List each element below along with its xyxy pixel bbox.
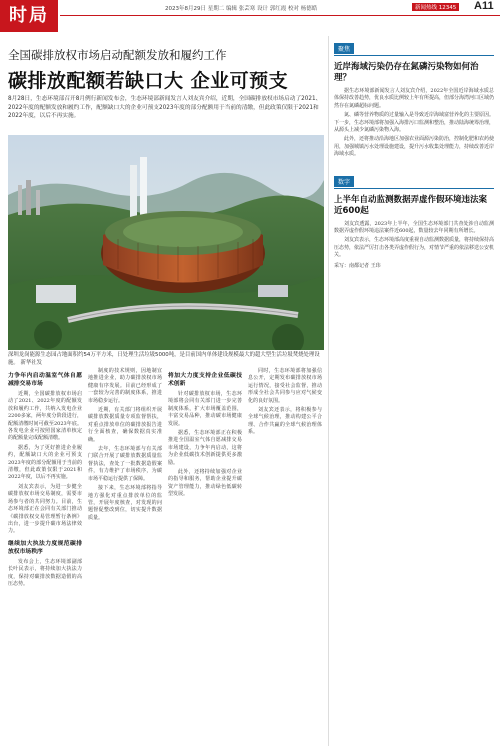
masthead-rule — [60, 15, 500, 16]
paragraph: 刘友宾表示，生态环境部高度重视自动监测数据质量，将持续保持高压态势，依法严厉打击各类弄虚作假行为，对情节严重的依法移送公安机关。 — [334, 237, 495, 259]
article-column-3 — [168, 368, 242, 501]
paragraph: 刘友宾表示，为进一步健全碳排放权市场交易制度，需要市场参与者的共同努力。目前，生态环境部正在会同有关部门推动《碳排放权交易管理暂行条例》出台，进一步提升碳市场法律效力。 — [8, 483, 82, 535]
section-logo: 时局 — [0, 0, 58, 32]
section-rule — [334, 55, 494, 56]
paragraph: 刘友宾还表示，将积极参与全球气候治理，推动构建公平合理、合作共赢的全球气候治理体系。 — [248, 407, 322, 436]
paragraph: 据生态环境部新闻发言人刘友宾介绍，2022年全国近岸海域水质总体保持改善趋势，优良水质比例较上年有所提高，但部分海湾河口区域仍然存在氮磷超标问题。 — [334, 88, 495, 109]
sidebar-title-2: 上半年自动监测数据弄虚作假环境违法案近600起 — [334, 194, 488, 216]
column-heading: 继续加大执法力度规范碳排放权市场秩序 — [8, 540, 82, 555]
column-heading: 力争年内启动温室气体自愿减排交易市场 — [8, 373, 82, 387]
article-lead: 8月28日，生态环境部召开8月例行新闻发布会，生态环境部新闻发言人刘友宾介绍，近期，全国碳排放权市场启动了2021、2022年度的配额发放和履约工作，配额缺口大的企业可预支2023年度的部分配额用于当前的清缴，但此政策仅限于2021和2022年度，以后不再实施。 — [8, 96, 322, 119]
paragraph: 氮、磷等营养物质的过量输入是导致近岸海域富营养化的主要原因。下一步，生态环境部将加强入海排污口监测和整治，推动陆海统筹治理，从源头上减少氮磷污染物入海。 — [334, 112, 495, 134]
column-heading: 将加大力度支持企业低碳技术创新 — [168, 373, 242, 387]
news-photo — [8, 135, 324, 350]
hotline-badge: 新闻热线 12345 — [412, 3, 459, 11]
article-headline: 碳排放配额若缺口大 企业可预支 — [8, 70, 289, 92]
reporter-byline: 采写：南都记者 王玮 — [334, 262, 381, 269]
paragraph: 针对碳排放权市场，生态环境部将会同有关部门进一步完善制度体系，扩大市场覆盖范围，丰富交易品种，推动碳市场健康发展。 — [168, 391, 242, 427]
sidebar-body-2 — [334, 221, 494, 260]
sidebar-title-1: 近岸海域污染仍存在氮磷污染物如何治理？ — [334, 62, 479, 83]
paragraph: 接下来，生态环境部将指导地方强化对重点排放单位的监管，开展年度核查，对发现的问题督促整改到位，切实提升数据质量。 — [88, 485, 162, 521]
paragraph: 此外，还将持续加强对企业的指导和服务，帮助企业提升碳资产管理能力，推动绿色低碳转型发展。 — [168, 469, 242, 498]
paragraph: 刘友宾透露，2023年上半年，全国生态环境部门共查处涉自动监测数据弄虚作假环境违法案件近600起，数量较去年同期有所增长。 — [334, 220, 494, 235]
date-info: 2023年8月29日 星期二 编辑 张芸寒 设计 郭红霞 校对 杨德皓 — [165, 6, 318, 12]
article-column-2 — [88, 368, 162, 524]
paragraph: 据悉，生态环境部正在积极推进全国温室气体自愿减排交易市场建设，力争年内启动，这将为企业低碳技术创新提供更多激励。 — [168, 430, 242, 466]
paragraph: 据悉，为了更好推进企业履约，配额缺口大的企业可预支2023年度的部分配额用于当前的清缴，但此政策仅限于2021和2022年度，以后不再实施。 — [8, 444, 82, 481]
article-column-4 — [248, 368, 322, 439]
photo-caption: 深圳龙岗能源生态园占地面积约54万平方米，日处理生活垃圾5000吨，是目前国内单体建设规模最大的超大型生活垃圾焚烧处理设施。 新华社发 — [8, 352, 320, 366]
paragraph: 发布会上，生态环境部副部长叶民表示，将持续加大执法力度，保持对碳排放数据造假的高压态势。 — [8, 558, 82, 587]
column-divider — [328, 36, 329, 746]
page-number: A11 — [474, 0, 494, 12]
paragraph: 去年，生态环境部与有关部门联合开展了碳排放数据质量监督执法，查处了一批数据造假案件，有力维护了市场秩序，为碳市场平稳运行提供了保障。 — [88, 446, 162, 482]
section-rule — [334, 188, 494, 189]
article-column-1 — [8, 368, 82, 590]
paragraph: 近期，有关部门将组织开展碳排放数据质量专项监督帮扶，对重点排放单位的碳排放报告进行全面核查，确保数据真实准确。 — [88, 407, 162, 443]
paragraph: 近期，全国碳排放权市场启动了2021、2022年度的配额发放和履约工作，共纳入发电企业2200多家，两年度分阶段进行，配额清缴时间可截至2023年底。各发电企业可按照国家清单核定的配额量完成配额清缴。 — [8, 391, 82, 442]
section-tag-focus: 聚焦 — [334, 43, 354, 54]
paragraph: 制度的技术规则，因地制宜地推进企业，助力碳排放权市场健康有序发展。目前已经形成了一套较为完善的制度体系，推进市场稳步运行。 — [88, 368, 162, 404]
article-subhead: 全国碳排放权市场启动配额发放和履约工作 — [8, 48, 227, 62]
energy-park-photo-illustration — [8, 135, 324, 350]
section-tag-numbers: 数字 — [334, 176, 354, 187]
sidebar — [334, 36, 494, 269]
paragraph: 同时，生态环境部将加强信息公开，定期发布碳排放权市场运行情况，接受社会监督，推动形成全社会共同参与应对气候变化的良好氛围。 — [248, 368, 322, 404]
sidebar-body-1 — [334, 88, 494, 159]
paragraph: 此外，还将推动沿海地区加强农业面源污染防治，控制化肥和农药使用，加强城镇污水处理设施建设，提升污水收集处理能力，持续改善近岸海域水质。 — [334, 136, 495, 158]
masthead — [0, 0, 500, 32]
